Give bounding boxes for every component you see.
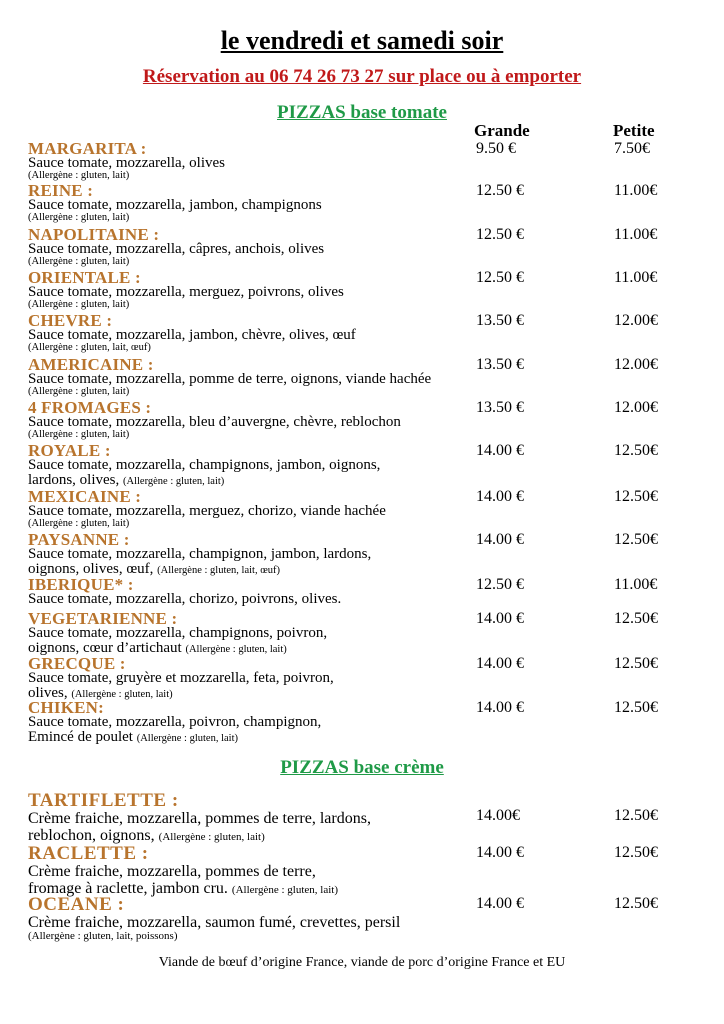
pizza-description: Sauce tomate, mozzarella, jambon, chèvre, olives, œuf xyxy=(28,327,356,343)
pizza-description: Sauce tomate, mozzarella, olives xyxy=(28,155,225,171)
allergen-note: (Allergène : gluten, lait, œuf) xyxy=(28,342,151,353)
allergen-note: (Allergène : gluten, lait) xyxy=(123,476,225,487)
pizza-description: Sauce tomate, mozzarella, champignon, jambon, lardons, xyxy=(28,546,372,562)
allergen-note: (Allergène : gluten, lait, œuf) xyxy=(157,565,281,576)
menu-item xyxy=(28,577,718,607)
allergen-note: (Allergène : gluten, lait, poissons) xyxy=(28,930,178,942)
allergen-note: (Allergène : gluten, lait) xyxy=(28,170,130,181)
price-petite: 12.50€ xyxy=(614,655,658,672)
pizza-description: Sauce tomate, mozzarella, bleu d’auvergne, chèvre, reblochon xyxy=(28,414,401,430)
pizza-description-line-2: Emincé de poulet (Allergène : gluten, lait) xyxy=(28,729,238,745)
pizza-name: MEXICAINE : xyxy=(28,487,142,506)
pizza-name: 4 FROMAGES : xyxy=(28,398,152,417)
price-grande: 14.00€ xyxy=(476,807,520,824)
price-petite: 12.50€ xyxy=(614,844,658,861)
menu-item xyxy=(28,896,718,941)
page-title: le vendredi et samedi soir xyxy=(220,26,504,55)
price-petite: 12.50€ xyxy=(614,531,658,548)
menu-item xyxy=(28,400,718,440)
menu-item xyxy=(28,845,718,899)
price-petite: 12.00€ xyxy=(614,356,658,373)
price-petite: 12.50€ xyxy=(614,610,658,627)
pizza-description: Crème fraiche, mozzarella, saumon fumé, crevettes, persil xyxy=(28,914,401,931)
pizza-description: Sauce tomate, mozzarella, champignons, jambon, oignons, xyxy=(28,457,381,473)
price-grande: 13.50 € xyxy=(476,312,524,329)
menu-item xyxy=(28,489,718,529)
menu-item xyxy=(28,792,718,846)
pizza-description: Sauce tomate, gruyère et mozzarella, feta, poivron, xyxy=(28,670,334,686)
pizza-description-line-2: lardons, olives, (Allergène : gluten, lait) xyxy=(28,472,225,488)
allergen-note: (Allergène : gluten, lait) xyxy=(28,518,130,529)
price-grande: 13.50 € xyxy=(476,399,524,416)
pizza-name: VEGETARIENNE : xyxy=(28,609,178,628)
pizza-name: TARTIFLETTE : xyxy=(28,790,179,811)
pizza-description-line-2: fromage à raclette, jambon cru. (Allergène : gluten, lait) xyxy=(28,880,339,897)
pizza-name: NAPOLITAINE : xyxy=(28,225,160,244)
price-petite: 11.00€ xyxy=(614,226,658,243)
allergen-note: (Allergène : gluten, lait) xyxy=(28,429,130,440)
pizza-name: GRECQUE : xyxy=(28,654,126,673)
petite-column-header: Petite xyxy=(613,121,655,140)
price-petite: 12.50€ xyxy=(614,442,658,459)
pizza-description: Sauce tomate, mozzarella, merguez, chorizo, viande hachée xyxy=(28,503,386,519)
pizza-description: Sauce tomate, mozzarella, merguez, poivrons, olives xyxy=(28,284,344,300)
allergen-note: (Allergène : gluten, lait) xyxy=(185,644,287,655)
price-petite: 11.00€ xyxy=(614,182,658,199)
price-petite: 11.00€ xyxy=(614,269,658,286)
pizza-name: MARGARITA : xyxy=(28,139,147,158)
menu-item xyxy=(28,357,718,397)
price-petite: 12.50€ xyxy=(614,807,658,824)
allergen-note: (Allergène : gluten, lait) xyxy=(28,386,130,397)
price-grande: 12.50 € xyxy=(476,269,524,286)
pizza-name: ORIENTALE : xyxy=(28,268,141,287)
meat-origin-note: Viande de bœuf d’origine France, viande de porc d’origine France et EU xyxy=(158,955,566,970)
menu-item xyxy=(28,700,718,746)
menu-item xyxy=(28,313,718,353)
price-petite: 12.50€ xyxy=(614,699,658,716)
tomato-section-title: PIZZAS base tomate xyxy=(277,102,447,123)
allergen-note: (Allergène : gluten, lait) xyxy=(28,256,130,267)
pizza-name: CHIKEN: xyxy=(28,698,105,717)
price-petite: 11.00€ xyxy=(614,576,658,593)
pizza-description-line-2: olives, (Allergène : gluten, lait) xyxy=(28,685,173,701)
price-grande: 14.00 € xyxy=(476,531,524,548)
price-petite: 12.00€ xyxy=(614,312,658,329)
allergen-note: (Allergène : gluten, lait) xyxy=(28,212,130,223)
grande-column-header: Grande xyxy=(474,121,530,140)
allergen-note: (Allergène : gluten, lait) xyxy=(158,831,265,843)
pizza-description: Sauce tomate, mozzarella, câpres, anchois, olives xyxy=(28,241,325,257)
pizza-description: Sauce tomate, mozzarella, chorizo, poivrons, olives. xyxy=(28,591,342,607)
price-petite: 7.50€ xyxy=(614,140,650,157)
price-grande: 14.00 € xyxy=(476,895,524,912)
allergen-note: (Allergène : gluten, lait) xyxy=(136,733,238,744)
allergen-note: (Allergène : gluten, lait) xyxy=(231,884,339,896)
menu-item xyxy=(28,656,718,702)
pizza-description-line-2: oignons, cœur d’artichaut (Allergène : gluten, lait) xyxy=(28,640,287,656)
pizza-description-line-2: oignons, olives, œuf, (Allergène : gluten, lait, œuf) xyxy=(28,561,281,577)
pizza-description: Sauce tomate, mozzarella, pomme de terre, oignons, viande hachée xyxy=(28,371,432,387)
menu-item xyxy=(28,532,718,578)
pizza-description: Sauce tomate, mozzarella, champignons, poivron, xyxy=(28,625,328,641)
price-petite: 12.50€ xyxy=(614,488,658,505)
price-petite: 12.50€ xyxy=(614,895,658,912)
price-grande: 14.00 € xyxy=(476,655,524,672)
pizza-description: Sauce tomate, mozzarella, poivron, champignon, xyxy=(28,714,322,730)
price-grande: 14.00 € xyxy=(476,844,524,861)
price-grande: 13.50 € xyxy=(476,356,524,373)
menu-item xyxy=(28,141,718,181)
menu-item xyxy=(28,443,718,489)
menu-item xyxy=(28,270,718,310)
pizza-description-line-2: reblochon, oignons, (Allergène : gluten, lait) xyxy=(28,827,265,844)
pizza-name: OCEANE : xyxy=(28,894,125,915)
pizza-name: IBERIQUE* : xyxy=(28,575,134,594)
pizza-name: REINE : xyxy=(28,181,94,200)
reservation-line: Réservation au 06 74 26 73 27 sur place ou à emporter xyxy=(142,66,582,87)
price-grande: 12.50 € xyxy=(476,182,524,199)
pizza-name: PAYSANNE : xyxy=(28,530,130,549)
price-grande: 14.00 € xyxy=(476,610,524,627)
pizza-name: CHEVRE : xyxy=(28,311,113,330)
pizza-description: Sauce tomate, mozzarella, jambon, champignons xyxy=(28,197,322,213)
price-petite: 12.00€ xyxy=(614,399,658,416)
pizza-name: AMERICAINE : xyxy=(28,355,154,374)
pizza-description: Crème fraiche, mozzarella, pommes de terre, xyxy=(28,863,316,880)
price-grande: 9.50 € xyxy=(476,140,516,157)
menu-item xyxy=(28,227,718,267)
price-grande: 14.00 € xyxy=(476,442,524,459)
menu-item xyxy=(28,183,718,223)
allergen-note: (Allergène : gluten, lait) xyxy=(71,689,173,700)
allergen-note: (Allergène : gluten, lait) xyxy=(28,299,130,310)
price-grande: 12.50 € xyxy=(476,576,524,593)
price-grande: 14.00 € xyxy=(476,488,524,505)
cream-section-title: PIZZAS base crème xyxy=(280,757,444,778)
pizza-name: ROYALE : xyxy=(28,441,111,460)
menu-item xyxy=(28,611,718,657)
pizza-name: RACLETTE : xyxy=(28,843,149,864)
price-grande: 14.00 € xyxy=(476,699,524,716)
pizza-description: Crème fraiche, mozzarella, pommes de terre, lardons, xyxy=(28,810,371,827)
price-grande: 12.50 € xyxy=(476,226,524,243)
